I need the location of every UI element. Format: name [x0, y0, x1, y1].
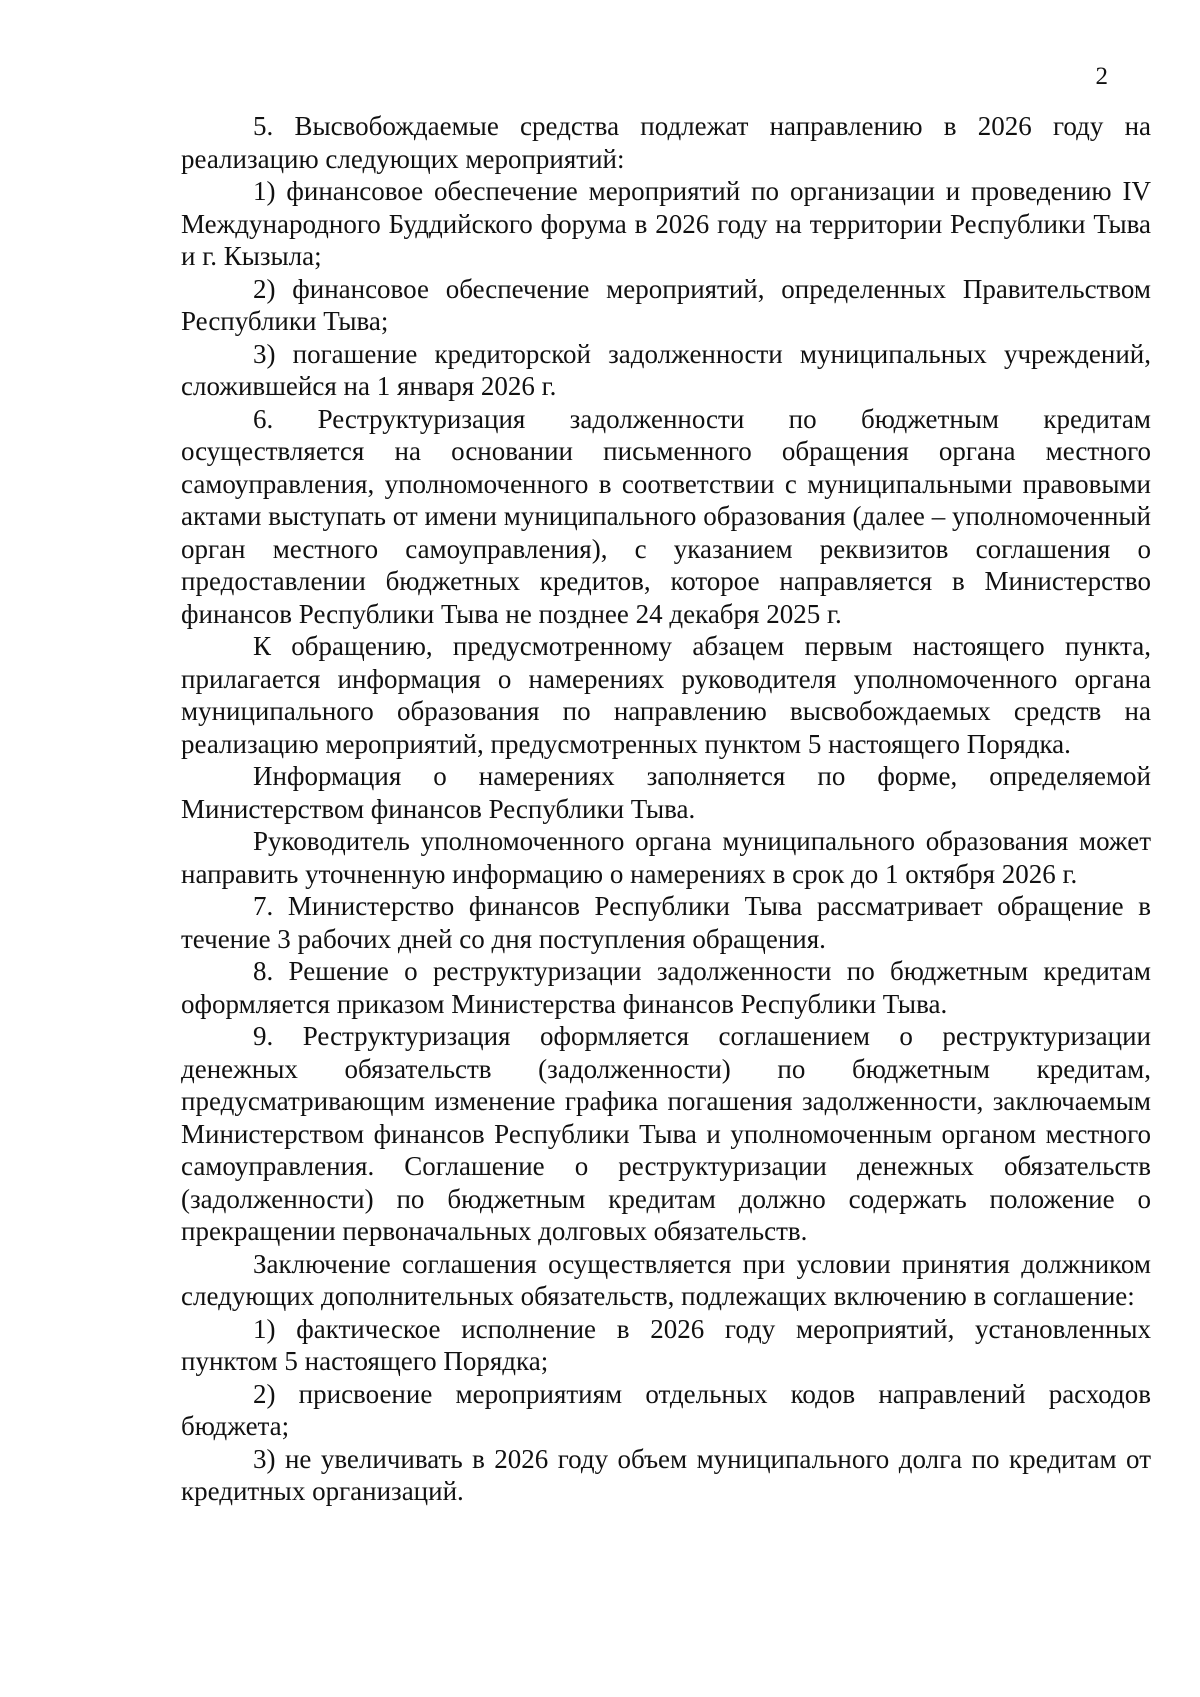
paragraph-item-5-1: 1) финансовое обеспечение мероприятий по организации и проведению IV Международного Буддийского форума в 2026 году на территории Республики Тыва и г. Кызыла; [181, 176, 1151, 271]
paragraph-item-9-3: 3) не увеличивать в 2026 году объем муниципального долга по кредитам от кредитных организаций. [181, 1443, 1151, 1506]
paragraph-item-6-form: Информация о намерениях заполняется по форме, определяемой Министерством финансов Республики Тыва. [181, 761, 1151, 824]
paragraph-item-6-update: Руководитель уполномоченного органа муниципального образования может направить уточненную информацию о намерениях в срок до 1 октября 2026 г. [181, 826, 1151, 889]
paragraph-item-5-2: 2) финансовое обеспечение мероприятий, определенных Правительством Республики Тыва; [181, 273, 1151, 336]
paragraph-item-9-1: 1) фактическое исполнение в 2026 году мероприятий, установленных пунктом 5 настоящего Порядка; [181, 1313, 1151, 1376]
paragraph-item-5: 5. Высвобождаемые средства подлежат направлению в 2026 году на реализацию следующих мероприятий: [181, 111, 1151, 174]
paragraph-item-9-conditions: Заключение соглашения осуществляется при условии принятия должником следующих дополнительных обязательств, подлежащих включению в соглашение: [181, 1248, 1151, 1311]
paragraph-item-9-2: 2) присвоение мероприятиям отдельных кодов направлений расходов бюджета; [181, 1378, 1151, 1441]
document-body [181, 110, 1151, 1508]
paragraph-item-9: 9. Реструктуризация оформляется соглашением о реструктуризации денежных обязательств (задолженности) по бюджетным кредитам, предусматривающим изменение графика погашения задолженности, заключаемым Министерством финансов Республики Тыва и уполномоченным органом местного самоуправления. Соглашение о реструктуризации денежных обязательств (задолженности) по бюджетным кредитам должно содержать положение о прекращении первоначальных долговых обязательств. [181, 1021, 1151, 1246]
paragraph-item-6: 6. Реструктуризация задолженности по бюджетным кредитам осуществляется на основании письменного обращения органа местного самоуправления, уполномоченного в соответствии с муниципальными правовыми актами выступать от имени муниципального образования (далее – уполномоченный орган местного самоуправления), с указанием реквизитов соглашения о предоставлении бюджетных кредитов, которое направляется в Министерство финансов Республики Тыва не позднее 24 декабря 2025 г. [181, 403, 1151, 629]
paragraph-item-6-appeal: К обращению, предусмотренному абзацем первым настоящего пункта, прилагается информация о намерениях руководителя уполномоченного органа муниципального образования по направлению высвобождаемых средств на реализацию мероприятий, предусмотренных пунктом 5 настоящего Порядка. [181, 631, 1151, 759]
paragraph-item-7: 7. Министерство финансов Республики Тыва рассматривает обращение в течение 3 рабочих дней со дня поступления обращения. [181, 891, 1151, 954]
paragraph-item-5-3: 3) погашение кредиторской задолженности муниципальных учреждений, сложившейся на 1 января 2026 г. [181, 338, 1151, 401]
page-number: 2 [1095, 63, 1108, 90]
paragraph-item-8: 8. Решение о реструктуризации задолженности по бюджетным кредитам оформляется приказом Министерства финансов Республики Тыва. [181, 956, 1151, 1019]
